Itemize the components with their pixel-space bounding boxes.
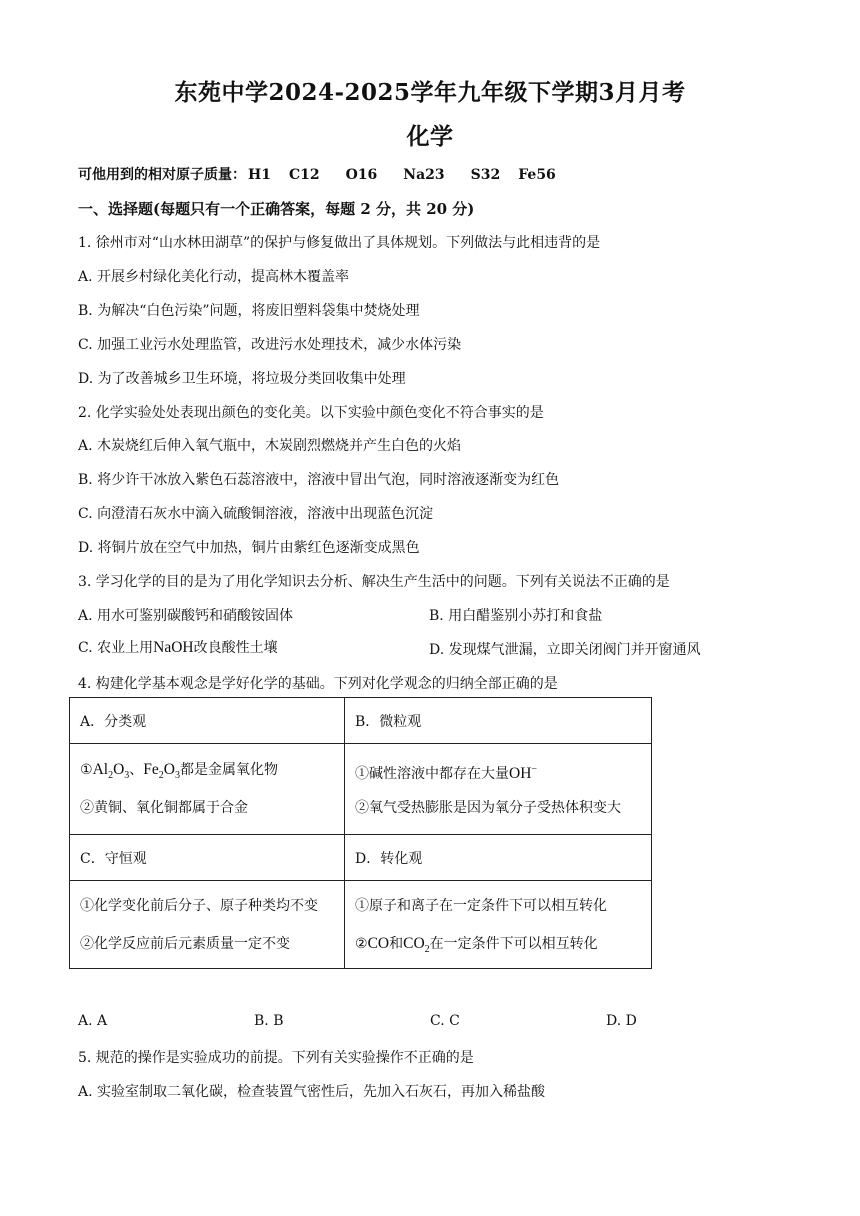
option-a-statements (70, 744, 345, 835)
question-3-option-a: A. 用水可鉴别碳酸钙和硝酸铵固体 (78, 608, 294, 624)
question-4-answer-a: A. A (78, 1013, 108, 1029)
option-d-header: D．转化观 (345, 835, 652, 881)
option-b-statements (345, 744, 652, 835)
atomic-mass-h: H1 (248, 167, 271, 183)
option-b-header: B．微粒观 (345, 698, 652, 744)
exam-title: 东苑中学2024-2025学年九年级下学期3月月考 (174, 79, 686, 106)
option-a-statement-2: ②黄铜、氧化铜都属于合金 (80, 800, 248, 816)
question-3-option-b: B. 用白醋鉴别小苏打和食盐 (429, 608, 603, 624)
question-2-option-c: C. 向澄清石灰水中滴入硫酸铜溶液，溶液中出现蓝色沉淀 (78, 506, 434, 522)
co-formula: CO (367, 934, 390, 952)
atomic-mass-s: S32 (470, 167, 501, 183)
co2-formula: $CO_2$ (403, 934, 430, 955)
option-c-header: C．守恒观 (70, 835, 345, 881)
naoh-formula: NaOH (153, 639, 194, 656)
question-1-option-d: D. 为了改善城乡卫生环境，将垃圾分类回收集中处理 (78, 371, 406, 387)
atomic-masses (78, 164, 556, 184)
question-1-option-c: C. 加强工业污水处理监管，改进污水处理技术，减少水体污染 (78, 337, 462, 353)
option-d-statement-1: ①原子和离子在一定条件下可以相互转化 (355, 897, 607, 914)
question-3-stem: 3. 学习化学的目的是为了用化学知识去分析、解决生产生活中的问题。下列有关说法不正确的是 (78, 574, 670, 590)
atomic-mass-na: Na23 (403, 167, 445, 183)
question-4-stem: 4. 构建化学基本观念是学好化学的基础。下列对化学观念的归纳全部正确的是 (78, 676, 558, 692)
question-4-answer-b: B. B (254, 1013, 284, 1029)
atomic-masses-label: 可他用到的相对原子质量： (78, 167, 246, 183)
atomic-mass-o: O16 (345, 167, 378, 183)
option-d-statements (345, 881, 652, 969)
question-2-option-b: B. 将少许干冰放入紫色石蕊溶液中，溶液中冒出气泡，同时溶液逐渐变为红色 (78, 472, 560, 488)
question-3-option-d: D. 发现煤气泄漏，立即关闭阀门并开窗通风 (429, 642, 701, 658)
atomic-mass-c: C12 (288, 167, 320, 183)
question-3-option-c (78, 637, 278, 657)
option-c-statement-2: ②化学反应前后元素质量一定不变 (80, 935, 290, 952)
option-b-statement-2: ②氧气受热膨胀是因为氧分子受热体积变大 (355, 800, 621, 816)
question-2-option-d: D. 将铜片放在空气中加热，铜片由紫红色逐渐变成黑色 (78, 540, 420, 556)
question-2-stem: 2. 化学实验处处表现出颜色的变化美。以下实验中颜色变化不符合事实的是 (78, 405, 544, 421)
option-c-statement-1: ①化学变化前后分子、原子种类均不变 (80, 897, 318, 914)
question-3-option-c-suffix: 改良酸性土壤 (193, 640, 278, 656)
question-2-option-a: A. 木炭烧红后伸入氧气瓶中，木炭剧烈燃烧并产生白色的火焰 (78, 438, 462, 454)
option-a-header: A．分类观 (70, 698, 345, 744)
question-5-stem: 5. 规范的操作是实验成功的前提。下列有关实验操作不正确的是 (78, 1050, 474, 1066)
option-a-statement-1: $①Al_2O_3$、$Fe_2O_3$都是金属氧化物 (80, 761, 278, 782)
question-3-option-c-prefix: C. 农业上用 (78, 640, 154, 656)
question-5-option-a: A. 实验室制取二氧化碳，检查装置气密性后，先加入石灰石，再加入稀盐酸 (78, 1084, 546, 1100)
option-d-statement-2: ②CO和$CO_2$在一定条件下可以相互转化 (355, 934, 598, 955)
al2o3-formula: $Al_2O_3$ (92, 761, 130, 782)
question-4-answer-c: C. C (430, 1013, 460, 1029)
option-b-statement-1: ①碱性溶液中都存在大量OH− (355, 764, 538, 783)
hydroxide-ion: OH− (509, 764, 538, 783)
question-4-answer-d: D. D (606, 1013, 637, 1029)
atomic-mass-fe: Fe56 (518, 167, 556, 183)
question-1-option-b: B. 为解决“白色污染”问题，将废旧塑料袋集中焚烧处理 (78, 303, 420, 319)
section-heading: 一、选择题(每题只有一个正确答案，每题 2 分，共 20 分) (78, 200, 475, 218)
fe2o3-formula: $Fe_2O_3$ (143, 761, 180, 782)
subject-title: 化学 (406, 123, 454, 150)
question-1-option-a: A. 开展乡村绿化美化行动，提高林木覆盖率 (78, 269, 350, 285)
option-c-statements (70, 881, 345, 969)
question-4-table (69, 697, 652, 969)
question-1-stem: 1. 徐州市对“山水林田湖草”的保护与修复做出了具体规划。下列做法与此相违背的是 (78, 235, 601, 251)
